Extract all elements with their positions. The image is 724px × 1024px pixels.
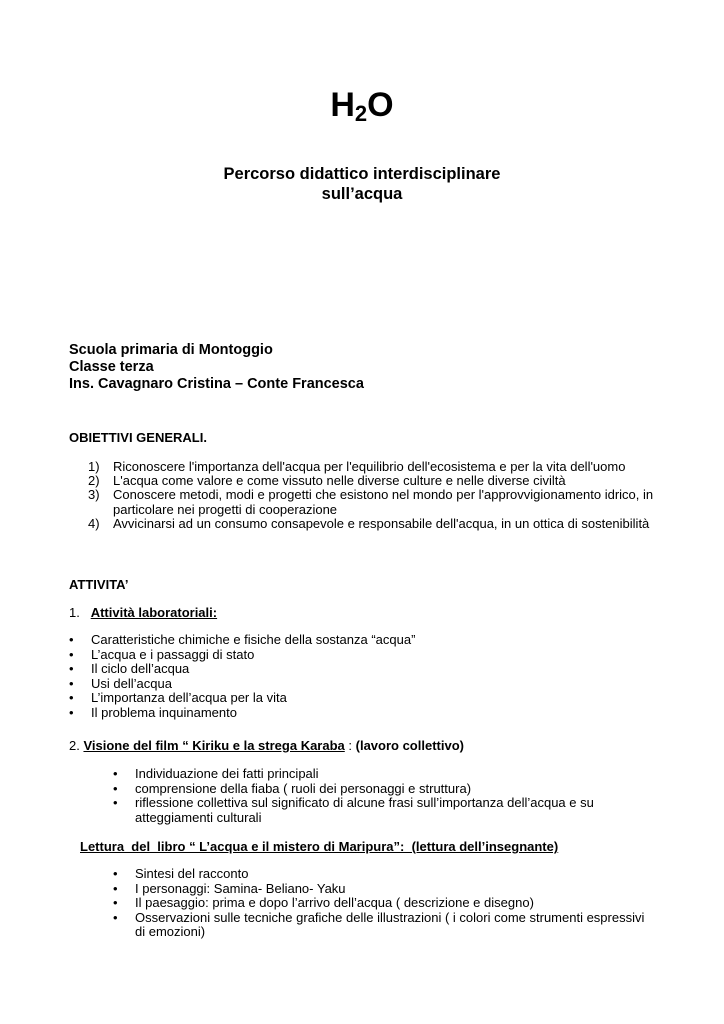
document-subtitle: [0, 164, 724, 204]
school-name: Scuola primaria di Montoggio: [69, 342, 273, 358]
list-item: 2) L'acqua come valore e come vissuto nelle diverse culture e nelle diverse civiltà: [88, 473, 566, 489]
document-title: [0, 86, 724, 127]
section-1-heading: 1. Attività laboratoriali:: [69, 605, 218, 620]
school-info: [69, 342, 364, 393]
section-1-list: [69, 633, 669, 721]
list-item: • Individuazione dei fatti principali: [113, 766, 319, 781]
list-item: • Il ciclo dell’acqua: [69, 661, 190, 677]
section-3-list: [113, 867, 653, 940]
list-item: • Caratteristiche chimiche e fisiche della sostanza “acqua”: [69, 632, 416, 647]
list-item: • L’importanza dell’acqua per la vita: [69, 690, 287, 706]
teachers: Ins. Cavagnaro Cristina – Conte Francesca: [69, 376, 364, 392]
list-item: 4) Avvicinarsi ad un consumo consapevole e responsabile dell'acqua, in un ottica di sostenibilità: [88, 515, 650, 531]
objectives-heading: OBIETTIVI GENERALI.: [69, 430, 207, 445]
list-item: 1) Riconoscere l'importanza dell'acqua per l'equilibrio dell'ecosistema e per la vita dell'uomo: [88, 459, 626, 474]
subtitle-line-2: sull’acqua: [321, 185, 403, 203]
title-tail: O: [367, 86, 394, 124]
list-item: • L’acqua e i passaggi di stato: [69, 646, 255, 662]
list-item: • comprensione della fiaba ( ruoli dei personaggi e struttura): [113, 780, 472, 796]
list-item: • riflessione collettiva sul significato di alcune frasi sull’importanza dell’acqua e su atteggiamenti culturali: [113, 795, 594, 825]
list-item: • Osservazioni sulle tecniche grafiche delle illustrazioni ( i colori come strumenti espressivi di emozioni): [113, 909, 645, 940]
subtitle-line-1: Percorso didattico interdisciplinare: [223, 165, 501, 183]
list-item: 3) Conoscere metodi, modi e progetti che esistono nel mondo per l'approvvigionamento idrico, in particolare nei progetti di cooperazione: [88, 487, 654, 517]
list-item: • Usi dell’acqua: [69, 675, 172, 691]
section-2-list: [113, 767, 653, 825]
title-subscript: 2: [354, 101, 368, 126]
class-name: Classe terza: [69, 359, 154, 375]
section-3-heading: Lettura del libro “ L’acqua e il mistero di Maripura”: (lettura dell’insegnante): [80, 839, 559, 854]
title-text: H: [330, 86, 355, 124]
section-2-heading: 2. Visione del film “ Kiriku e la strega Karaba : (lavoro collettivo): [69, 738, 464, 753]
list-item: • Il problema inquinamento: [69, 704, 237, 720]
list-item: • I personaggi: Samina- Beliano- Yaku: [113, 880, 346, 896]
list-item: • Sintesi del racconto: [113, 866, 249, 881]
list-item: • Il paesaggio: prima e dopo l’arrivo dell’acqua ( descrizione e disegno): [113, 895, 534, 911]
objectives-list: [88, 460, 678, 531]
activities-heading: ATTIVITA’: [69, 577, 129, 592]
